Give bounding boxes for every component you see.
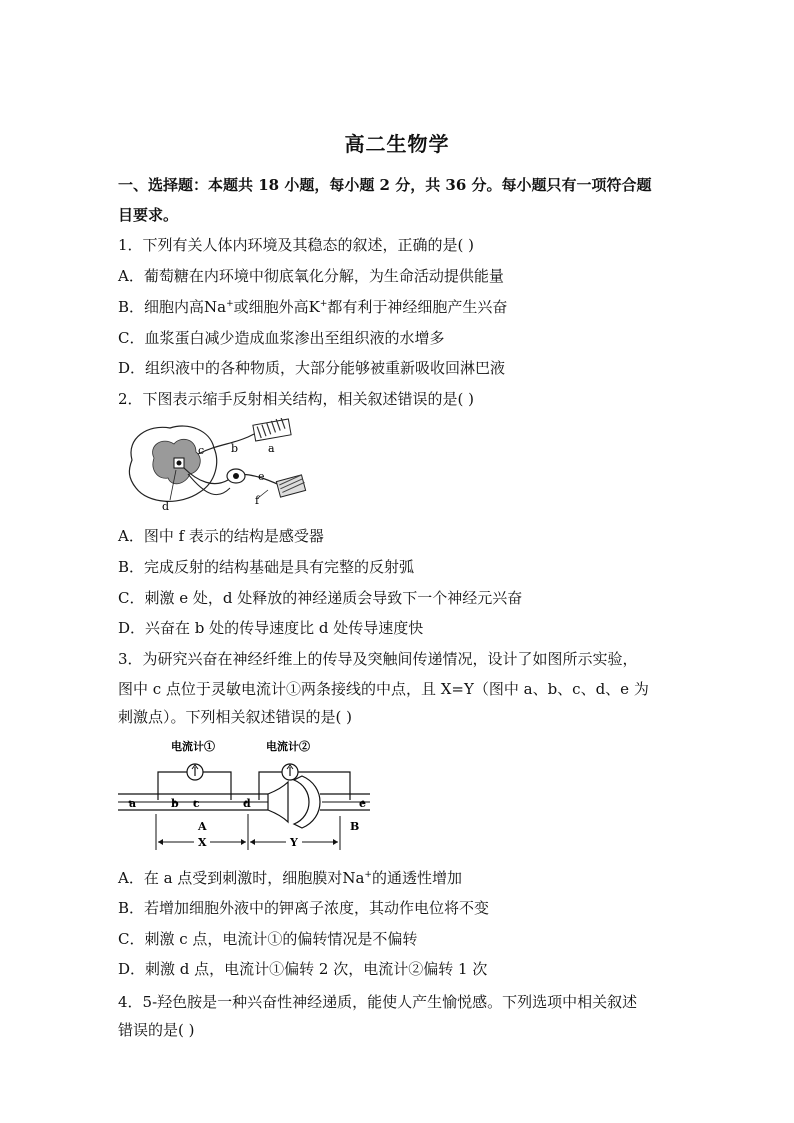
q3-stem-line1: 3．为研究兴奋在神经纤维上的传导及突触间传递情况，设计了如图所示实验， <box>118 650 638 668</box>
q3-option-a-pre: A．在 a 点受到刺激时，细胞膜对Na <box>118 869 365 887</box>
q3-option-a <box>118 867 462 889</box>
page-title: 高二生物学 <box>344 132 450 156</box>
fig2-label-f: f <box>255 494 260 507</box>
region-b-label: B <box>350 820 360 833</box>
q3-option-a-sup: + <box>364 870 372 880</box>
postsynaptic-membrane <box>294 776 320 828</box>
nerve-experiment-figure <box>118 736 378 854</box>
region-a-label: A <box>198 820 207 833</box>
q1-option-b-post: 都有利于神经细胞产生兴奋 <box>327 298 508 316</box>
q2-option-b: B．完成反射的结构基础是具有完整的反射弧 <box>118 558 415 576</box>
fig2-label-e: e <box>258 470 265 483</box>
q2-stem: 2．下图表示缩手反射相关结构，相关叙述错误的是( ) <box>118 390 475 408</box>
q3-option-c: C．刺激 c 点，电流计①的偏转情况是不偏转 <box>118 930 418 948</box>
section-heading-line2: 目要求。 <box>118 206 179 224</box>
q3-stem-line2: 图中 c 点位于灵敏电流计①两条接线的中点，且 X=Y（图中 a、b、c、d、e 为 <box>118 680 649 698</box>
q1-option-d: D．组织液中的各种物质，大部分能够被重新吸收回淋巴液 <box>118 359 506 377</box>
dimension-y-label: Y <box>290 836 298 849</box>
q1-stem: 1．下列有关人体内环境及其稳态的叙述，正确的是( ) <box>118 236 475 254</box>
q1-option-b-sup1: + <box>226 299 234 309</box>
reflex-arc-figure <box>118 418 314 514</box>
q3-stem-line3: 刺激点）。下列相关叙述错误的是( ) <box>118 708 352 726</box>
presynaptic-terminal <box>268 782 288 822</box>
point-c: c <box>193 797 200 810</box>
dimension-x-label: X <box>198 836 207 849</box>
q4-stem-line2: 错误的是( ) <box>118 1021 195 1039</box>
point-a: a <box>129 797 137 810</box>
meter1-label: 电流计① <box>171 740 215 753</box>
q1-option-b-mid: 或细胞外高K <box>233 298 320 316</box>
point-b: b <box>171 797 179 810</box>
fig2-label-b: b <box>231 442 239 455</box>
q1-option-a: A．葡萄糖在内环境中彻底氧化分解，为生命活动提供能量 <box>118 267 504 285</box>
fig2-label-d: d <box>162 500 170 513</box>
fig2-label-a: a <box>268 442 275 455</box>
q2-option-d: D．兴奋在 b 处的传导速度比 d 处传导速度快 <box>118 619 424 637</box>
q4-stem-line1: 4．5-羟色胺是一种兴奋性神经递质，能使人产生愉悦感。下列选项中相关叙述 <box>118 993 638 1011</box>
q3-option-b: B．若增加细胞外液中的钾离子浓度，其动作电位将不变 <box>118 899 490 917</box>
point-d: d <box>243 797 251 810</box>
point-e: e <box>359 797 366 810</box>
q2-option-a: A．图中 f 表示的结构是感受器 <box>118 527 324 545</box>
q1-option-c: C．血浆蛋白减少造成血浆渗出至组织液的水增多 <box>118 329 445 347</box>
fig2-label-c: c <box>198 444 205 457</box>
q2-option-c: C．刺激 e 处，d 处释放的神经递质会导致下一个神经元兴奋 <box>118 589 523 607</box>
effector-muscle <box>253 418 291 441</box>
q3-option-d: D．刺激 d 点，电流计①偏转 2 次，电流计②偏转 1 次 <box>118 960 488 978</box>
q1-option-b <box>118 296 507 318</box>
meter2-label: 电流计② <box>266 740 310 753</box>
receptor-skin <box>276 475 305 497</box>
q1-option-b-pre: B．细胞内高Na <box>118 298 227 316</box>
q3-option-a-post: 的通透性增加 <box>371 869 462 887</box>
q1-option-b-sup2: + <box>319 299 328 309</box>
section-heading-line1: 一、选择题：本题共 18 小题，每小题 2 分，共 36 分。每小题只有一项符合题 <box>118 176 652 194</box>
